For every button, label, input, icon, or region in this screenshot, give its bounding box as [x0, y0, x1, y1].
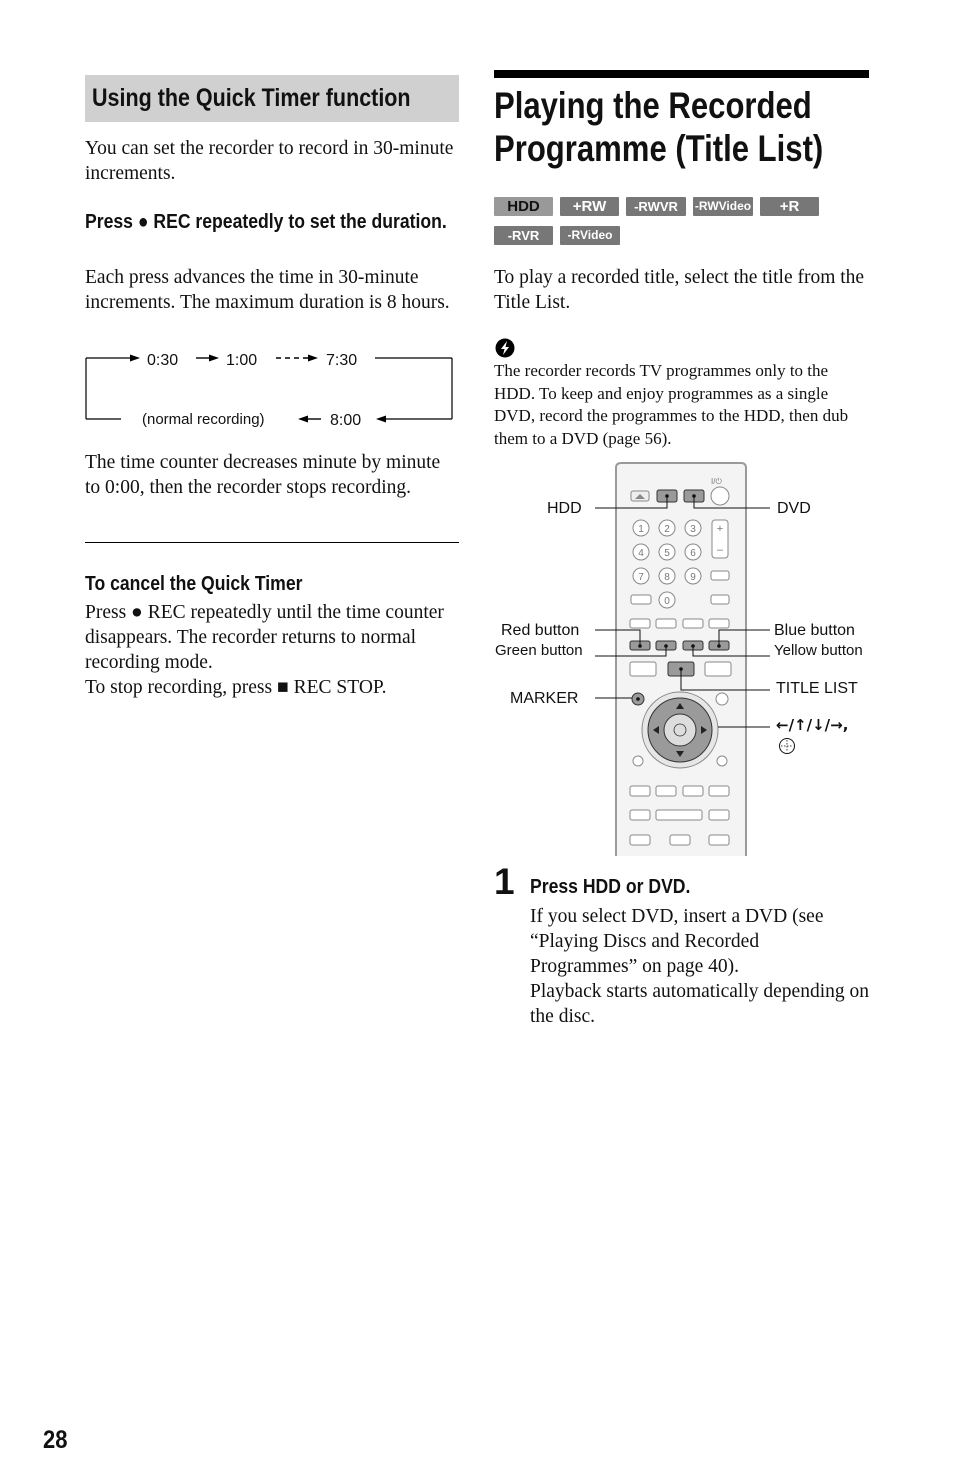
label-title-list: TITLE LIST: [776, 680, 858, 697]
badge-minus-rw-vr: -RWVR: [626, 197, 686, 216]
badge-minus-r-vr: -RVR: [494, 226, 553, 245]
label-yellow-button: Yellow button: [774, 642, 863, 659]
intro-paragraph: You can set the recorder to record in 30-minute increments.: [85, 138, 454, 184]
svg-text:+: +: [716, 523, 724, 535]
step-heading-press-rec: Press ● REC repeatedly to set the duration.: [85, 211, 447, 233]
each-press-paragraph: Each press advances the time in 30-minute increments. The maximum duration is 8 hours.: [85, 267, 450, 313]
label-red-button: Red button: [501, 622, 580, 639]
section-heading: Using the Quick Timer function: [92, 84, 411, 112]
step-paragraph: [530, 904, 870, 1029]
label-hdd: HDD: [547, 500, 582, 517]
remote-control-illustration: [490, 460, 880, 856]
quick-timer-cycle-diagram: [85, 343, 457, 435]
step-heading: Press HDD or DVD.: [530, 876, 691, 898]
svg-text:4: 4: [638, 548, 644, 559]
label-green-button: Green button: [495, 642, 583, 659]
diagram-time-0100: 1:00: [226, 352, 258, 369]
diagram-time-0800: 8:00: [330, 412, 362, 429]
diagram-time-0030: 0:30: [147, 352, 179, 369]
cancel-text: Press ● REC repeatedly until the time counter disappears. The recorder returns to normal recording mode.: [85, 602, 444, 673]
label-dvd: DVD: [777, 500, 811, 517]
badge-plus-r: +R: [760, 197, 819, 216]
label-arrow-keys: ←/↑/↓/→,: [776, 716, 849, 734]
step-text-2: Playback starts automatically depending on the disc.: [530, 981, 869, 1027]
svg-text:8: 8: [664, 572, 670, 583]
badge-minus-rw-video: -RWVideo: [693, 197, 753, 216]
page-title: Playing the Recorded Programme (Title List): [494, 85, 824, 169]
stop-text: To stop recording, press ■ REC STOP.: [85, 677, 387, 698]
tip-paragraph: The recorder records TV programmes only to the HDD. To keep and enjoy programmes as a single DVD, record the programmes to the HDD, then dub them to a DVD (page 56).: [494, 361, 849, 448]
label-blue-button: Blue button: [774, 622, 855, 639]
step-text-1: If you select DVD, insert a DVD (see “Playing Discs and Recorded Programmes” on page 40).: [530, 906, 824, 977]
time-counter-paragraph: The time counter decreases minute by minute to 0:00, then the recorder stops recording.: [85, 452, 441, 498]
svg-text:9: 9: [690, 572, 696, 583]
svg-text:1: 1: [638, 524, 644, 535]
svg-text:–: –: [716, 544, 724, 556]
badge-plus-rw: +RW: [560, 197, 619, 216]
svg-text:0: 0: [664, 596, 670, 607]
badge-hdd: HDD: [494, 197, 553, 216]
play-intro-paragraph: To play a recorded title, select the title from the Title List.: [494, 267, 865, 313]
page-number: 28: [43, 1426, 68, 1454]
badge-minus-r-video: -RVideo: [560, 226, 620, 245]
tip-icon: [495, 338, 515, 358]
cancel-heading: To cancel the Quick Timer: [85, 573, 303, 595]
diagram-time-0730: 7:30: [326, 352, 358, 369]
svg-text:6: 6: [690, 548, 696, 559]
divider: [85, 542, 459, 543]
label-marker: MARKER: [510, 690, 579, 707]
enter-button-icon: [780, 739, 795, 754]
svg-text:3: 3: [690, 524, 696, 535]
title-rule: [494, 70, 869, 78]
diagram-normal-recording: (normal recording): [142, 411, 265, 428]
svg-text:I/⏻: I/⏻: [711, 477, 722, 486]
disc-type-badges: [494, 197, 854, 255]
step-number: 1: [494, 861, 515, 902]
cancel-paragraph: [85, 600, 457, 700]
svg-text:2: 2: [664, 524, 670, 535]
svg-text:7: 7: [638, 572, 644, 583]
svg-text:5: 5: [664, 548, 670, 559]
